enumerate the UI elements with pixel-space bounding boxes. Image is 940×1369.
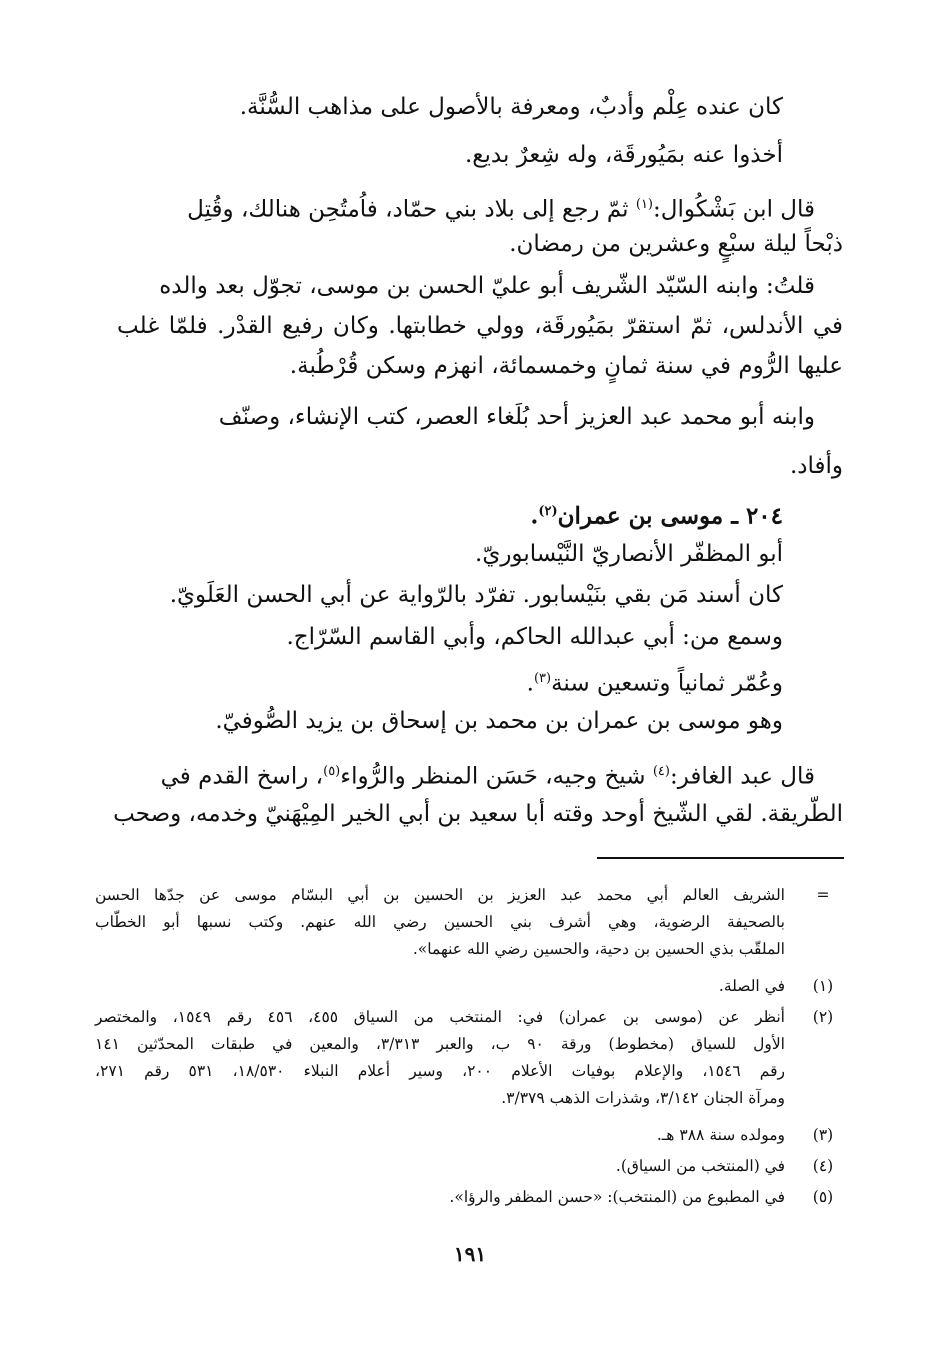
- book-page: كان عنده عِلْم وأدبٌ، ومعرفة بالأصول على مذاهب السُّنَّة. أخذوا عنه بمَيُورقَة، وله شِعرٌ بديع. قال ابن بَشْكُوال:$^{(١)}$ ثمّ رجع إلى بلاد بني حمّاد، فاُمتُحِن هنالك، وقُتِل ذبْحاً ليلة سبْعٍ وعشرين من رمضان. قلتُ: وابنه السّيّد الشّريف أبو عليّ الحسن بن موسى، تجوّل بعد والده في الأندلس، ثمّ استقرّ بمَيُورقَة، وولي خطابتها. وكان رفيع القدْر. فلمّا غلب عليها الرُّوم في سنة ثمانٍ وخمسمائة، انهزم وسكن قُرْطُبة. وابنه أبو محمد عبد العزيز أحد بُلَغاء العصر، كتب الإنشاء، وصنّف وأفاد. ٢٠٤ ـ موسى بن عمران$^{(٢)}$. أبو المظفّر الأنصاريّ النَّيْسابوريّ. كان أسند مَن بقي بنَيْسابور. تفرّد بالرّواية عن أبي الحسن العَلَويّ. وسمع من: أبي عبدالله الحاكم، وأبي القاسم السّرّاج. وعُمّر ثمانياً وتسعين سنة$^{(٣)}$. وهو موسى بن عمران بن محمد بن إسحاق بن يزيد الصُّوفيّ. قال عبد الغافر:$^{(٤)}$ شيخ وجيه، حَسَن المنظر والرُّواء$^{(٥)}$، راسخ القدم في الطّريقة. لقي الشّيخ أوحد وقته أبا سعيد بن أبي الخير المِيْهَنيّ وخدمه، وصحب = الشريف العالم أبي محمد عبد العزيز بن الحسين بن أبي البسّام موسى عن جدّها الحسن بالصحيفة الرضوية، وهي أشرف بني الحسين رضي الله عنهم. وكتب نسبها أبو الخطّاب الملقّب بذي الحسين بن دحية، والحسين رضي الله عنهما». (١) في الصلة. (٢) أنظر عن (موسى بن عمران) في: المنتخب من السياق ٤٥٥، ٤٥٦ رقم ١٥٤٩، والمختصر الأول للسياق (مخطوط) ورقة ٩٠ ب، والعبر ٣/٣١٣، والمعين في طبقات المحدّثين ١٤١ رقم ١٥٤٦، والإعلام بوفيات الأعلام ٢٠٠، وسير أعلام النبلاء ١٨/٥٣٠، ٥٣١ رقم ٢٧١، ومرآة الجنان ٣/١٤٢، وشذرات الذهب ٣/٣٧٩. (٣) ومولده سنة ٣٨٨ هـ. (٤) في (المنتخب من السياق). (٥) في المطبوع من (المنتخب): «حسن المظفر والرؤا». ١٩١: [0, 0, 940, 1369]
- text-line: قال عبد الغافر:$^{(٤)}$ شيخ وجيه، حَسَن المنظر والرُّواء$^{(٥)}$، راسخ القدم في: [160, 763, 815, 790]
- text-line: عليها الرُّوم في سنة ثمانٍ وخمسمائة، انهزم وسكن قُرْطُبة.: [289, 353, 843, 379]
- page-number: ١٩١: [453, 1242, 487, 1266]
- text-line: كان أسند مَن بقي بنَيْسابور. تفرّد بالرّواية عن أبي الحسن العَلَويّ.: [169, 582, 783, 608]
- text-line: ذبْحاً ليلة سبْعٍ وعشرين من رمضان.: [509, 231, 843, 257]
- text-line: وهو موسى بن عمران بن محمد بن إسحاق بن يزيد الصُّوفيّ.: [215, 708, 783, 734]
- text-line: قال ابن بَشْكُوال:$^{(١)}$ ثمّ رجع إلى بلاد بني حمّاد، فاُمتُحِن هنالك، وقُتِل: [187, 196, 815, 223]
- text-line: وسمع من: أبي عبدالله الحاكم، وأبي القاسم السّرّاج.: [286, 624, 783, 650]
- text-line: أبو المظفّر الأنصاريّ النَّيْسابوريّ.: [475, 541, 783, 567]
- text-line: قلتُ: وابنه السّيّد الشّريف أبو عليّ الحسن بن موسى، تجوّل بعد والده: [159, 273, 815, 299]
- text-line: الطّريقة. لقي الشّيخ أوحد وقته أبا سعيد بن أبي الخير المِيْهَنيّ وخدمه، وصحب: [113, 801, 843, 827]
- footnote-separator: [597, 857, 844, 859]
- text-line: كان عنده عِلْم وأدبٌ، ومعرفة بالأصول على مذاهب السُّنَّة.: [239, 94, 783, 120]
- entry-heading: ٢٠٤ ـ موسى بن عمران$^{(٢)}$.: [530, 502, 783, 530]
- text-line: وابنه أبو محمد عبد العزيز أحد بُلَغاء العصر، كتب الإنشاء، وصنّف: [218, 404, 815, 430]
- text-line: وعُمّر ثمانياً وتسعين سنة$^{(٣)}$.: [526, 670, 783, 697]
- text-line: في الأندلس، ثمّ استقرّ بمَيُورقَة، وولي خطابتها. وكان رفيع القدْر. فلمّا غلب: [117, 313, 843, 339]
- text-line: وأفاد.: [789, 453, 843, 479]
- text-line: أخذوا عنه بمَيُورقَة، وله شِعرٌ بديع.: [464, 142, 783, 168]
